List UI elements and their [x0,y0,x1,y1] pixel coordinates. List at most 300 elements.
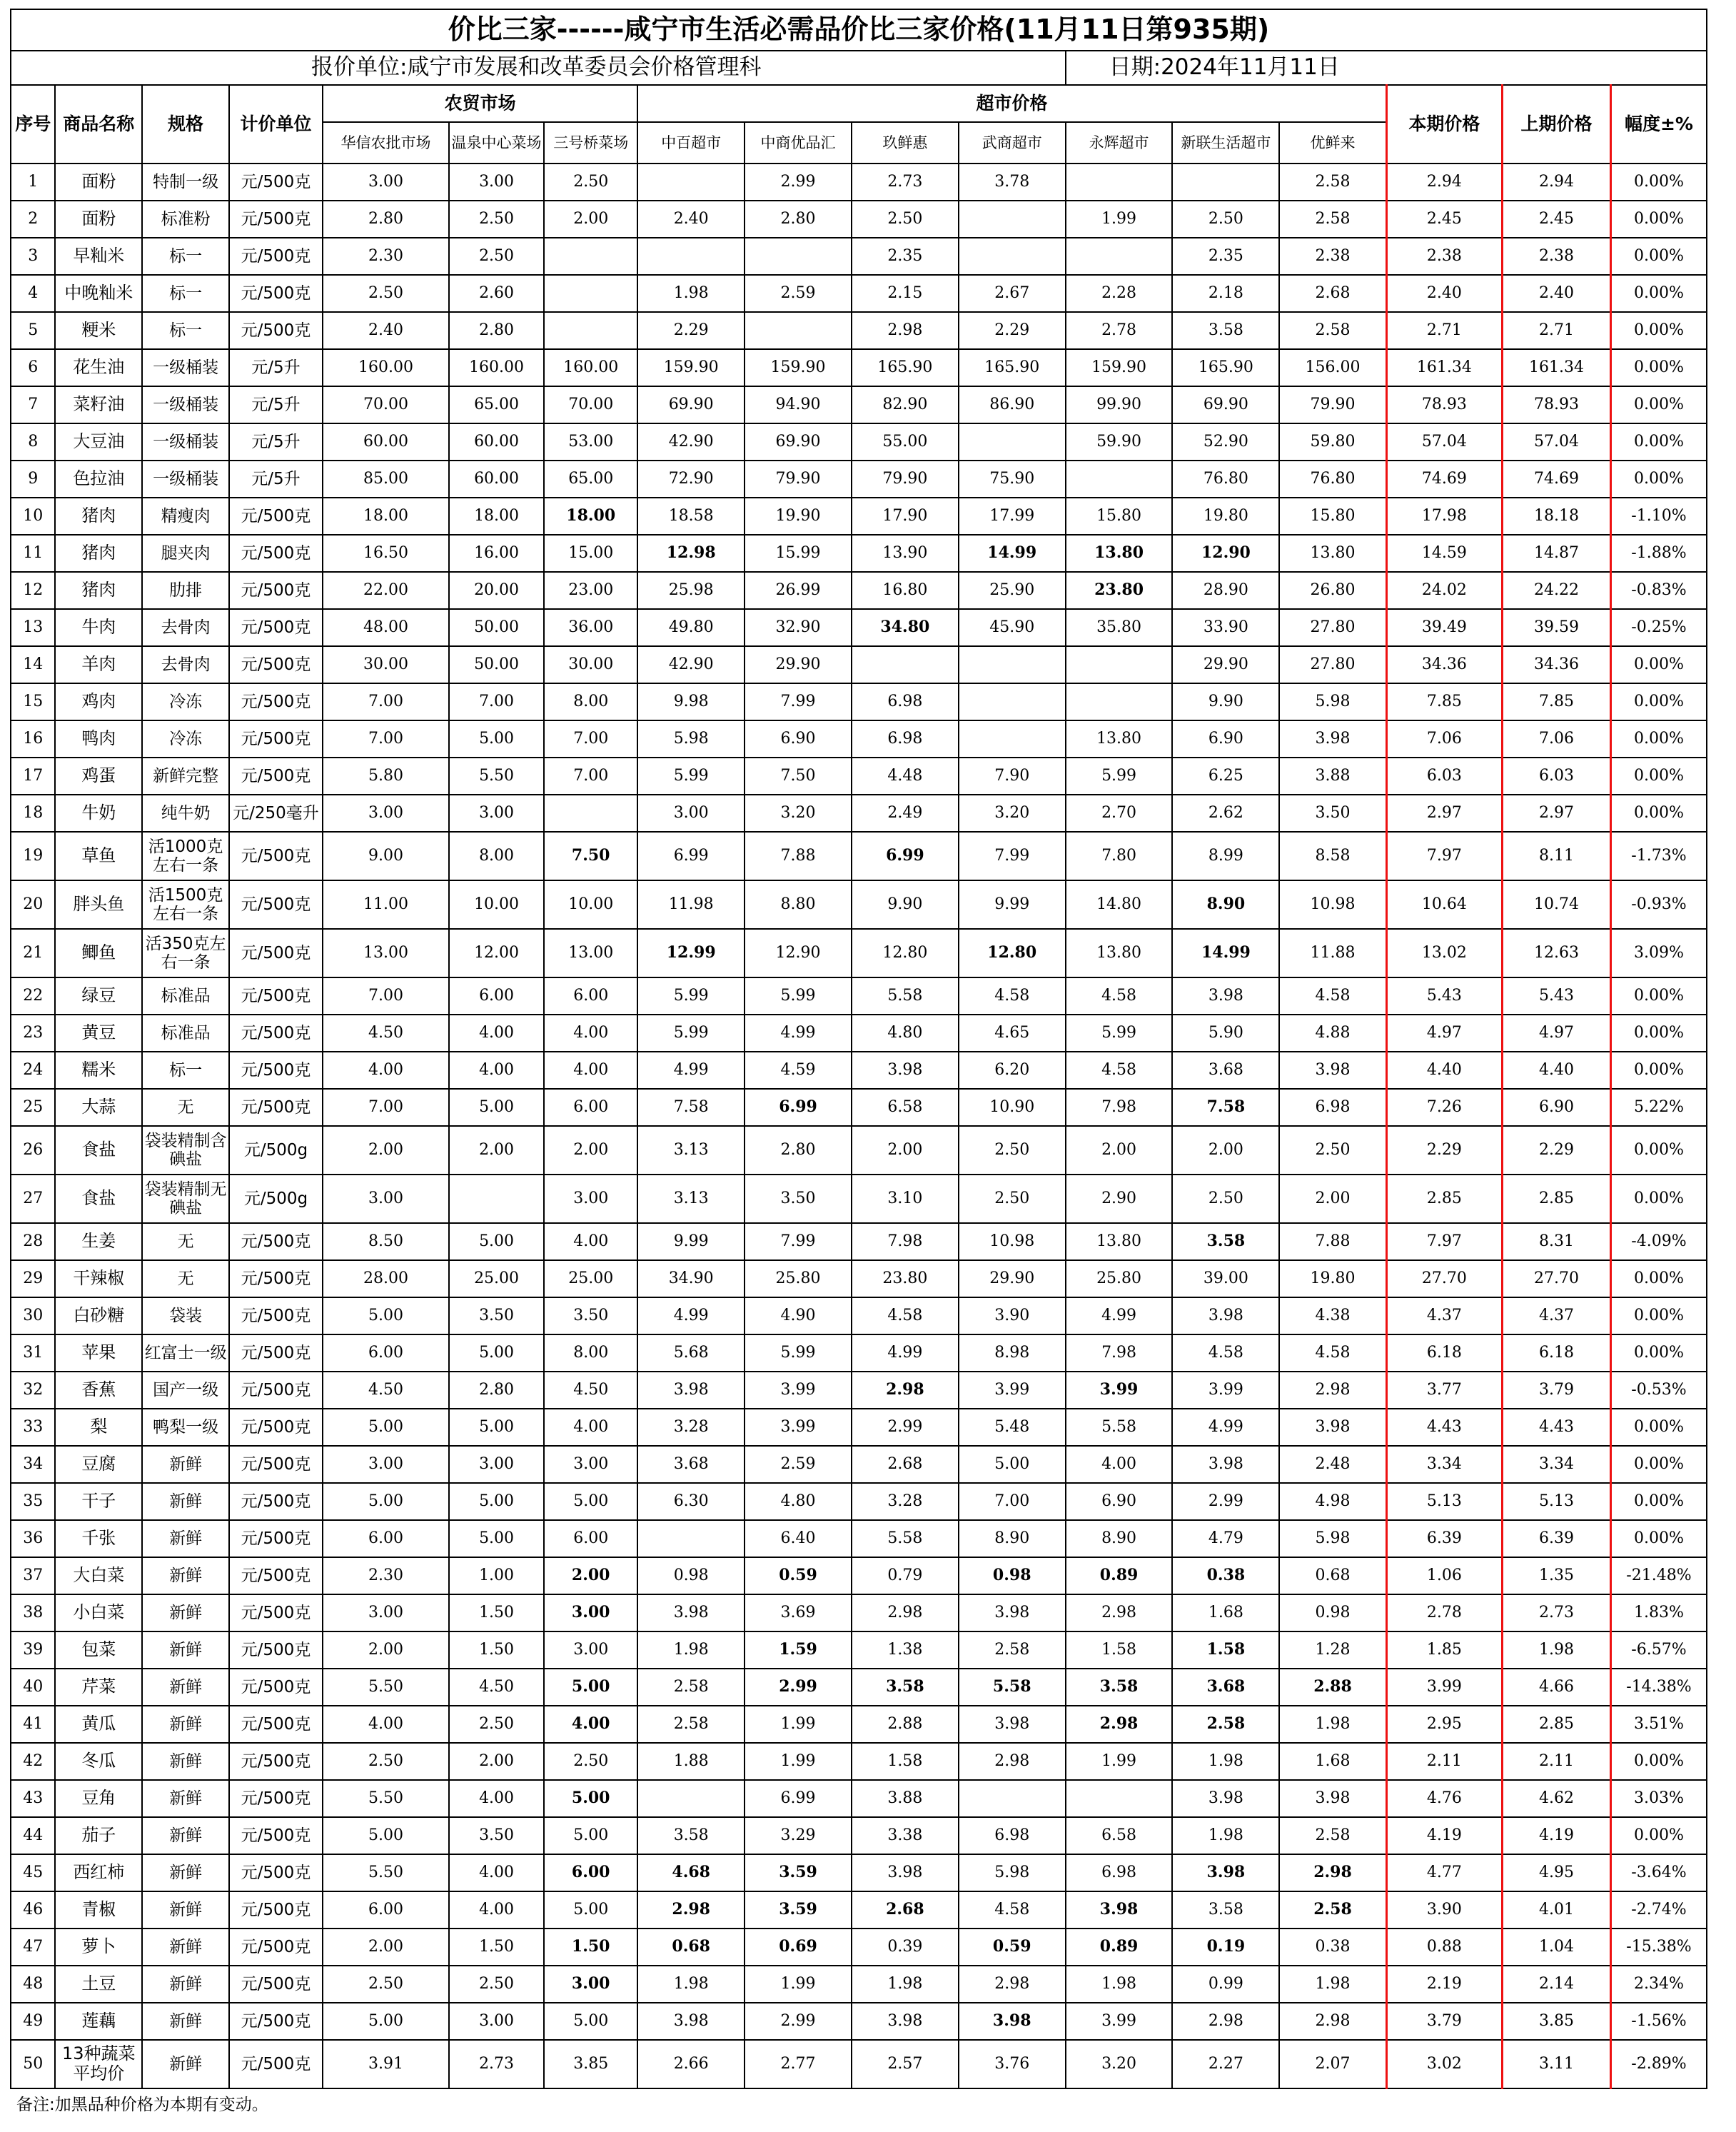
row-no-cell: 17 [11,758,55,795]
store-price-cell: 3.00 [449,164,544,201]
unit-cell: 元/500g [229,1175,323,1223]
store-price-cell: 5.98 [1279,1520,1386,1557]
unit-cell: 元/500克 [229,977,323,1015]
store-price-cell: 69.90 [745,423,852,461]
store-price-cell: 2.99 [1172,1483,1279,1520]
unit-cell: 元/500克 [229,832,323,880]
current-price-cell: 2.19 [1386,1966,1502,2003]
previous-price-cell: 2.85 [1503,1706,1611,1743]
store-price-cell: 3.50 [544,1297,637,1334]
changed-price: 2.68 [886,1900,924,1919]
store-price-cell: 1.99 [745,1743,852,1780]
current-price-cell: 4.37 [1386,1297,1502,1334]
store-price-cell: 1.99 [1066,201,1173,238]
change-cell: 0.00% [1610,1520,1707,1557]
header-unit: 计价单位 [229,85,323,164]
item-name-cell: 面粉 [55,164,142,201]
row-no-cell: 49 [11,2003,55,2040]
previous-price-cell: 1.04 [1503,1929,1611,1966]
change-cell: -3.64% [1610,1854,1707,1891]
store-price-cell: 3.00 [323,1175,449,1223]
row-no-cell: 30 [11,1297,55,1334]
changed-price: 3.98 [1099,1900,1139,1919]
item-name-cell: 小白菜 [55,1594,142,1631]
store-header: 中百超市 [637,122,745,164]
store-price-cell: 6.99 [637,832,745,880]
store-price-cell: 34.90 [637,1260,745,1297]
spec-cell: 标准品 [142,1015,229,1052]
item-name-cell: 白砂糖 [55,1297,142,1334]
store-price-cell [745,1089,852,1126]
store-price-cell: 1.98 [637,1966,745,2003]
changed-price: 3.58 [886,1677,924,1696]
spec-cell: 标一 [142,238,229,275]
store-price-cell: 3.00 [449,1446,544,1483]
spec-cell: 新鲜 [142,1780,229,1817]
store-price-cell: 4.50 [544,1372,637,1409]
store-price-cell: 3.29 [745,1817,852,1854]
previous-price-cell: 161.34 [1503,349,1611,386]
store-price-cell: 85.00 [323,461,449,498]
store-price-cell [1066,461,1173,498]
store-price-cell: 60.00 [449,461,544,498]
store-price-cell: 25.90 [959,572,1066,609]
store-price-cell: 25.80 [745,1260,852,1297]
store-price-cell: 4.00 [323,1052,449,1089]
row-no-cell: 39 [11,1631,55,1669]
store-price-cell: 7.99 [959,832,1066,880]
previous-price-cell: 4.40 [1503,1052,1611,1089]
store-price-cell: 10.90 [959,1089,1066,1126]
previous-price-cell: 5.43 [1503,977,1611,1015]
store-price-cell: 1.58 [1066,1631,1173,1669]
spec-cell: 新鲜 [142,1929,229,1966]
store-price-cell [544,832,637,880]
store-price-cell [544,1854,637,1891]
store-price-cell [852,832,959,880]
store-price-cell: 5.50 [449,758,544,795]
store-price-cell: 6.00 [544,977,637,1015]
store-price-cell: 82.90 [852,386,959,423]
page-title: 价比三家------咸宁市生活必需品价比三家价格(11月11日第935期) [11,9,1707,51]
store-price-cell [745,1891,852,1929]
store-price-cell: 2.59 [745,1446,852,1483]
store-price-cell: 3.20 [1066,2040,1173,2088]
store-price-cell: 3.58 [1172,312,1279,349]
spec-cell: 去骨肉 [142,609,229,646]
change-cell: 0.00% [1610,646,1707,683]
store-price-cell: 20.00 [449,572,544,609]
spec-cell: 袋装 [142,1297,229,1334]
previous-price-cell: 78.93 [1503,386,1611,423]
store-price-cell: 1.28 [1279,1631,1386,1669]
header-no: 序号 [11,85,55,164]
item-name-cell: 干辣椒 [55,1260,142,1297]
unit-cell: 元/500克 [229,312,323,349]
store-price-cell [637,929,745,977]
store-price-cell: 2.78 [1066,312,1173,349]
store-price-cell: 50.00 [449,646,544,683]
store-price-cell: 3.58 [637,1817,745,1854]
store-price-cell: 2.50 [449,201,544,238]
store-price-cell: 3.20 [745,795,852,832]
store-price-cell: 32.90 [745,609,852,646]
store-price-cell: 9.90 [1172,683,1279,720]
table-row [11,1260,1707,1297]
change-cell: 0.00% [1610,386,1707,423]
store-price-cell: 3.00 [544,1175,637,1223]
store-price-cell: 2.99 [745,164,852,201]
item-name-cell: 胖头鱼 [55,880,142,929]
previous-price-cell: 4.95 [1503,1854,1611,1891]
item-name-cell: 早籼米 [55,238,142,275]
row-no-cell: 13 [11,609,55,646]
store-price-cell: 19.90 [745,498,852,535]
row-no-cell: 28 [11,1223,55,1260]
previous-price-cell: 57.04 [1503,423,1611,461]
current-price-cell: 3.34 [1386,1446,1502,1483]
change-cell: 0.00% [1610,275,1707,312]
item-name-cell: 花生油 [55,349,142,386]
store-price-cell: 5.00 [449,1520,544,1557]
price-sheet [10,9,1707,2121]
store-price-cell: 2.90 [1066,1175,1173,1223]
unit-cell: 元/250毫升 [229,795,323,832]
change-cell: 5.22% [1610,1089,1707,1126]
store-price-cell: 5.00 [544,1891,637,1929]
row-no-cell: 34 [11,1446,55,1483]
table-row [11,1557,1707,1594]
spec-cell: 冷冻 [142,720,229,758]
store-price-cell: 19.80 [1279,1260,1386,1297]
store-price-cell: 17.90 [852,498,959,535]
store-price-cell: 7.00 [323,1089,449,1126]
store-price-cell: 7.00 [544,720,637,758]
spec-cell: 无 [142,1089,229,1126]
store-price-cell: 160.00 [323,349,449,386]
store-price-cell: 5.00 [449,1409,544,1446]
store-price-cell: 6.98 [1066,1854,1173,1891]
changed-price: 2.58 [1313,1900,1352,1919]
store-price-cell: 3.00 [544,1446,637,1483]
table-row [11,1052,1707,1089]
store-price-cell: 2.00 [1066,1126,1173,1175]
changed-price: 23.80 [1094,580,1144,600]
store-price-cell: 4.58 [1279,1334,1386,1372]
store-price-cell: 2.77 [745,2040,852,2088]
store-price-cell: 4.65 [959,1015,1066,1052]
header-farm-market: 农贸市场 [323,85,637,122]
store-price-cell: 6.58 [852,1089,959,1126]
current-price-cell: 2.85 [1386,1175,1502,1223]
store-price-cell: 8.50 [323,1223,449,1260]
changed-price: 13.80 [1094,543,1144,563]
store-price-cell: 2.50 [1279,1126,1386,1175]
table-row [11,1446,1707,1483]
previous-price-cell: 4.66 [1503,1669,1611,1706]
item-name-cell: 黄瓜 [55,1706,142,1743]
current-price-cell: 161.34 [1386,349,1502,386]
store-price-cell: 4.80 [745,1483,852,1520]
store-price-cell: 15.80 [1279,498,1386,535]
store-price-cell: 7.00 [544,758,637,795]
store-price-cell: 2.50 [544,164,637,201]
store-price-cell [959,238,1066,275]
spec-cell: 肋排 [142,572,229,609]
unit-cell: 元/500克 [229,1520,323,1557]
store-price-cell: 69.90 [637,386,745,423]
changed-price: 5.00 [571,1789,610,1808]
row-no-cell: 12 [11,572,55,609]
store-price-cell: 3.98 [852,1052,959,1089]
changed-price: 3.99 [1099,1380,1139,1399]
store-price-cell: 4.99 [1172,1409,1279,1446]
row-no-cell: 27 [11,1175,55,1223]
store-price-cell [544,1780,637,1817]
changed-price: 0.68 [672,1937,710,1956]
changed-price: 0.38 [1206,1566,1246,1585]
store-price-cell: 3.00 [323,1446,449,1483]
store-price-cell: 13.90 [852,535,959,572]
table-row [11,275,1707,312]
store-price-cell: 160.00 [449,349,544,386]
store-header: 温泉中心菜场 [449,122,544,164]
row-no-cell: 26 [11,1126,55,1175]
item-name-cell: 萝卜 [55,1929,142,1966]
store-price-cell [1172,880,1279,929]
changed-price: 2.98 [886,1380,924,1399]
store-price-cell: 2.35 [1172,238,1279,275]
change-cell: -1.10% [1610,498,1707,535]
previous-price-cell: 10.74 [1503,880,1611,929]
store-price-cell: 4.58 [1172,1334,1279,1372]
row-no-cell: 46 [11,1891,55,1929]
row-no-cell: 25 [11,1089,55,1126]
store-price-cell: 2.00 [323,1126,449,1175]
store-price-cell: 5.00 [959,1446,1066,1483]
store-header: 玖鲜惠 [852,122,959,164]
store-price-cell: 7.90 [959,758,1066,795]
change-cell: 0.00% [1610,1175,1707,1223]
unit-cell: 元/500克 [229,646,323,683]
store-price-cell: 0.38 [1279,1929,1386,1966]
header-previous-price: 上期价格 [1503,85,1611,164]
spec-cell: 冷冻 [142,683,229,720]
previous-price-cell: 14.87 [1503,535,1611,572]
row-no-cell: 37 [11,1557,55,1594]
change-cell: -4.09% [1610,1223,1707,1260]
store-price-cell: 7.00 [959,1483,1066,1520]
store-price-cell: 3.98 [1279,720,1386,758]
changed-price: 2.98 [1099,1714,1139,1734]
spec-cell: 新鲜 [142,1631,229,1669]
store-price-cell [959,646,1066,683]
store-price-cell: 2.00 [1172,1126,1279,1175]
current-price-cell: 2.71 [1386,312,1502,349]
store-price-cell: 2.98 [852,312,959,349]
store-price-cell: 6.98 [1279,1089,1386,1126]
store-price-cell [852,609,959,646]
spec-cell: 鸭梨一级 [142,1409,229,1446]
previous-price-cell: 4.01 [1503,1891,1611,1929]
item-name-cell: 鸡蛋 [55,758,142,795]
store-price-cell: 4.00 [544,1052,637,1089]
store-price-cell: 2.58 [959,1631,1066,1669]
store-price-cell: 79.90 [745,461,852,498]
store-price-cell: 2.50 [1172,1175,1279,1223]
spec-cell: 腿夹肉 [142,535,229,572]
store-price-cell: 3.98 [1172,1446,1279,1483]
item-name-cell: 鸭肉 [55,720,142,758]
store-header: 优鲜来 [1279,122,1386,164]
previous-price-cell: 4.43 [1503,1409,1611,1446]
store-price-cell [637,164,745,201]
store-price-cell: 4.00 [544,1409,637,1446]
unit-cell: 元/500克 [229,2003,323,2040]
store-price-cell: 8.90 [959,1520,1066,1557]
unit-cell: 元/500克 [229,164,323,201]
store-price-cell: 52.90 [1172,423,1279,461]
change-cell: 0.00% [1610,349,1707,386]
row-no-cell: 8 [11,423,55,461]
store-price-cell: 165.90 [852,349,959,386]
store-price-cell: 2.00 [1279,1175,1386,1223]
store-price-cell: 2.70 [1066,795,1173,832]
store-price-cell: 42.90 [637,423,745,461]
spec-cell: 精瘦肉 [142,498,229,535]
spec-cell: 国产一级 [142,1372,229,1409]
store-price-cell: 2.80 [745,1126,852,1175]
changed-price: 14.99 [987,543,1037,563]
current-price-cell: 3.99 [1386,1669,1502,1706]
store-price-cell: 4.59 [745,1052,852,1089]
store-price-cell [637,1854,745,1891]
store-price-cell [852,1669,959,1706]
current-price-cell: 14.59 [1386,535,1502,572]
store-price-cell: 5.99 [745,977,852,1015]
unit-cell: 元/5升 [229,349,323,386]
store-price-cell: 3.38 [852,1817,959,1854]
store-price-cell [1279,1891,1386,1929]
table-row [11,1015,1707,1052]
store-price-cell [637,1929,745,1966]
change-cell: 2.34% [1610,1966,1707,2003]
spec-cell: 标准品 [142,977,229,1015]
table-row [11,1520,1707,1557]
store-price-cell: 3.58 [1172,1891,1279,1929]
store-price-cell: 2.98 [1279,2003,1386,2040]
row-no-cell: 23 [11,1015,55,1052]
store-price-cell: 3.78 [959,164,1066,201]
store-price-cell: 6.90 [1066,1483,1173,1520]
store-price-cell: 26.99 [745,572,852,609]
previous-price-cell: 4.62 [1503,1780,1611,1817]
store-price-cell: 1.98 [637,1631,745,1669]
store-price-cell: 1.98 [852,1966,959,2003]
store-price-cell: 5.50 [323,1780,449,1817]
store-price-cell: 4.00 [449,1015,544,1052]
current-price-cell: 27.70 [1386,1260,1502,1297]
change-cell: -0.83% [1610,572,1707,609]
store-price-cell: 156.00 [1279,349,1386,386]
table-row [11,572,1707,609]
change-cell: 0.00% [1610,977,1707,1015]
store-price-cell: 4.79 [1172,1520,1279,1557]
item-name-cell: 青椒 [55,1891,142,1929]
store-price-cell: 8.00 [544,1334,637,1372]
previous-price-cell: 2.40 [1503,275,1611,312]
store-price-cell: 5.00 [449,1223,544,1260]
store-price-cell: 4.00 [449,1891,544,1929]
unit-cell: 元/500克 [229,238,323,275]
store-price-cell: 75.90 [959,461,1066,498]
store-price-cell [1172,1631,1279,1669]
header-name: 商品名称 [55,85,142,164]
changed-price: 3.58 [1099,1677,1139,1696]
store-price-cell [1066,1929,1173,1966]
table-row [11,1631,1707,1669]
changed-price: 12.98 [666,543,716,563]
store-price-cell: 14.80 [1066,880,1173,929]
spec-cell: 新鲜 [142,2003,229,2040]
table-row [11,1334,1707,1372]
unit-cell: 元/500克 [229,1891,323,1929]
store-price-cell: 2.50 [959,1126,1066,1175]
previous-price-cell: 6.03 [1503,758,1611,795]
table-row [11,2040,1707,2088]
previous-price-cell: 2.73 [1503,1594,1611,1631]
store-price-cell: 1.50 [449,1631,544,1669]
store-price-cell: 4.00 [323,1706,449,1743]
store-price-cell: 15.80 [1066,498,1173,535]
item-name-cell: 鲫鱼 [55,929,142,977]
store-price-cell: 23.80 [852,1260,959,1297]
item-name-cell: 面粉 [55,201,142,238]
store-price-cell: 13.00 [323,929,449,977]
spec-cell: 标一 [142,1052,229,1089]
store-price-cell: 25.80 [1066,1260,1173,1297]
previous-price-cell: 1.35 [1503,1557,1611,1594]
store-price-cell: 7.98 [852,1223,959,1260]
store-price-cell: 2.98 [959,1743,1066,1780]
changed-price: 6.00 [571,1863,610,1882]
table-body [11,164,1707,2088]
current-price-cell: 74.69 [1386,461,1502,498]
store-price-cell: 2.66 [637,2040,745,2088]
store-price-cell: 2.68 [1279,275,1386,312]
changed-price: 3.59 [779,1863,817,1882]
change-cell: 0.00% [1610,423,1707,461]
spec-cell: 新鲜 [142,1594,229,1631]
header-supermarket: 超市价格 [637,85,1386,122]
store-price-cell: 8.80 [745,880,852,929]
changed-price: 34.80 [880,618,930,637]
store-price-cell: 5.99 [637,758,745,795]
unit-cell: 元/500克 [229,758,323,795]
store-price-cell [745,1929,852,1966]
change-cell: 0.00% [1610,238,1707,275]
table-row [11,832,1707,880]
spec-cell: 红富士一级 [142,1334,229,1372]
store-price-cell: 5.00 [323,1297,449,1334]
changed-price: 4.68 [672,1863,710,1882]
store-price-cell: 3.00 [449,2003,544,2040]
store-price-cell: 27.80 [1279,609,1386,646]
store-price-cell [544,795,637,832]
spec-cell: 一级桶装 [142,423,229,461]
store-price-cell: 2.50 [323,1743,449,1780]
spec-cell: 新鲜 [142,1743,229,1780]
